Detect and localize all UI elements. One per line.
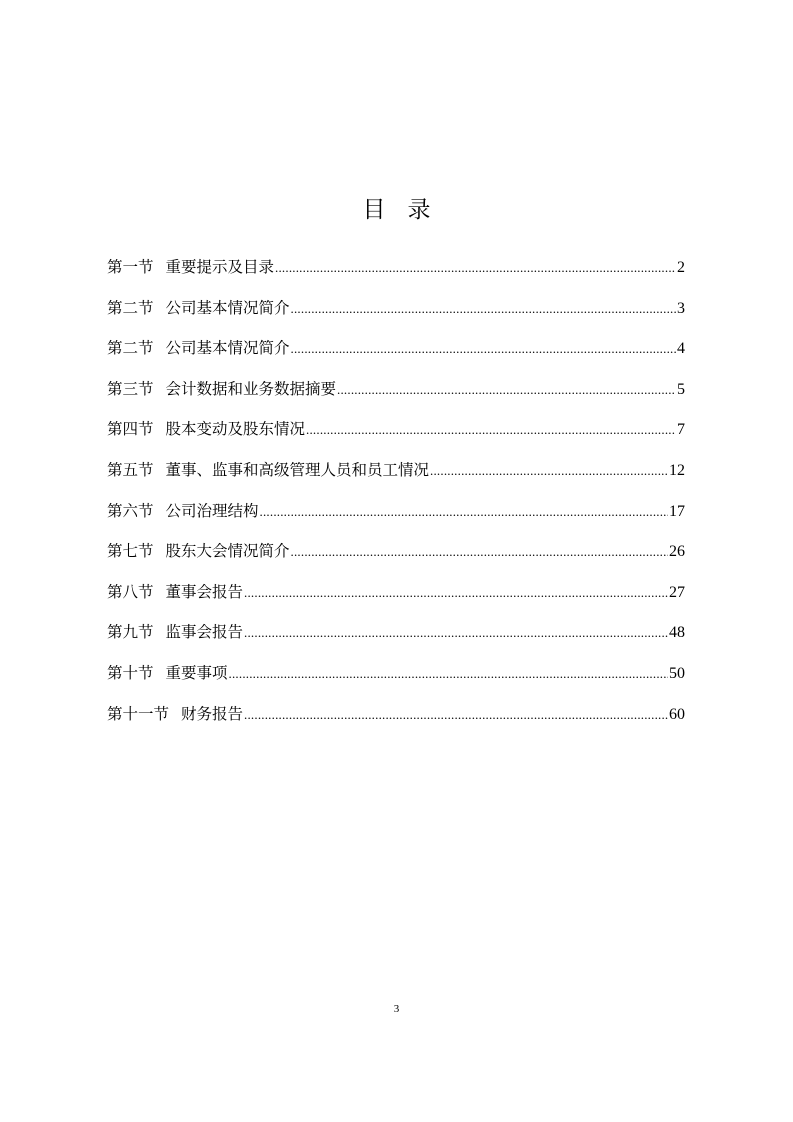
toc-page-number: 60 (669, 705, 685, 723)
toc-leader-dots (291, 535, 668, 569)
toc-section: 第三节 (107, 379, 154, 398)
toc-entry[interactable] (107, 494, 685, 535)
toc-leader-dots (229, 657, 668, 691)
toc-entry[interactable] (107, 656, 685, 697)
toc-section: 第一节 (107, 258, 154, 276)
toc-leader-dots (291, 292, 676, 326)
toc-page-number: 7 (677, 421, 685, 439)
toc-section: 第四节 (107, 420, 154, 439)
toc-page-number: 2 (677, 259, 685, 276)
toc-title (0, 193, 793, 227)
toc-leader-dots (430, 454, 668, 488)
toc-section: 第八节 (107, 582, 154, 601)
toc-entry[interactable] (107, 331, 685, 372)
toc-title-char-2: 录 (407, 197, 431, 223)
toc-page-number: 27 (669, 583, 685, 601)
toc-section: 第二节 (107, 298, 154, 317)
toc-section: 第十一节 (107, 704, 170, 723)
toc-leader-dots (260, 495, 668, 529)
toc-label: 股本变动及股东情况 (165, 420, 306, 439)
toc-list (107, 250, 685, 737)
toc-label: 财务报告 (181, 704, 244, 723)
toc-leader-dots (275, 251, 676, 285)
toc-label: 公司基本情况简介 (165, 339, 290, 358)
toc-label: 公司基本情况简介 (165, 298, 290, 317)
toc-entry[interactable] (107, 575, 685, 616)
toc-section: 第六节 (107, 501, 154, 520)
toc-section: 第七节 (107, 542, 154, 561)
toc-label: 董事、监事和高级管理人员和员工情况 (165, 460, 430, 479)
toc-page-number: 12 (669, 461, 685, 479)
toc-entry[interactable] (107, 534, 685, 575)
toc-label: 公司治理结构 (165, 501, 259, 520)
toc-entry[interactable] (107, 615, 685, 656)
toc-title-char-1: 目 (362, 197, 386, 223)
toc-label: 董事会报告 (165, 582, 244, 601)
toc-page-number: 5 (677, 380, 685, 398)
toc-label: 股东大会情况简介 (165, 542, 290, 561)
toc-page-number: 50 (669, 664, 685, 682)
toc-page-number: 17 (669, 502, 685, 520)
toc-leader-dots (291, 332, 676, 366)
toc-section: 第五节 (107, 460, 154, 479)
footer-page-number: 3 (393, 1003, 400, 1015)
toc-label: 监事会报告 (165, 623, 244, 642)
toc-page-number: 4 (677, 340, 685, 358)
toc-entry[interactable] (107, 697, 685, 738)
toc-leader-dots (244, 698, 668, 732)
toc-leader-dots (306, 413, 676, 447)
toc-label: 会计数据和业务数据摘要 (165, 379, 337, 398)
toc-section: 第十节 (107, 663, 154, 682)
toc-page-number: 3 (677, 299, 685, 317)
toc-entry[interactable] (107, 412, 685, 453)
toc-page-number: 48 (669, 624, 685, 642)
toc-section: 第九节 (107, 623, 154, 642)
toc-leader-dots (244, 616, 668, 650)
toc-leader-dots (337, 373, 676, 407)
toc-label: 重要提示及目录 (165, 258, 275, 276)
toc-label: 重要事项 (165, 663, 228, 682)
toc-entry[interactable] (107, 291, 685, 332)
toc-entry[interactable] (107, 250, 685, 291)
toc-leader-dots (244, 576, 668, 610)
toc-section: 第二节 (107, 339, 154, 358)
toc-entry[interactable] (107, 453, 685, 494)
toc-entry[interactable] (107, 372, 685, 413)
toc-page-number: 26 (669, 543, 685, 561)
